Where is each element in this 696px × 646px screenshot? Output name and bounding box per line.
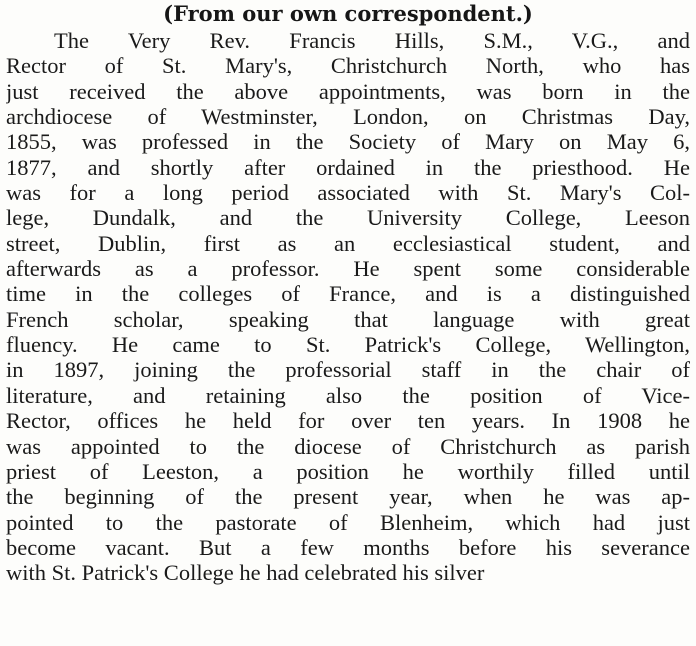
article-line: afterwards as a professor. He spent some considerable: [6, 256, 690, 282]
article-line: the beginning of the present year, when he was ap-: [6, 484, 690, 510]
article-line: archdiocese of Westminster, London, on Christmas Day,: [6, 104, 690, 130]
article-line: just received the above appointments, was born in the: [6, 78, 690, 104]
article-line: street, Dublin, first as an ecclesiastical student, and: [6, 230, 690, 256]
article-line: Rector, offices he held for over ten years. In 1908 he: [6, 408, 690, 434]
article-line: was for a long period associated with St. Mary's Col-: [6, 180, 690, 206]
article-line: pointed to the pastorate of Blenheim, which had just: [6, 509, 690, 535]
article-line: 1877, and shortly after ordained in the priesthood. He: [6, 154, 690, 180]
article-line: with St. Patrick's College he had celebrated his silver: [6, 560, 485, 586]
article-line: Rector of St. Mary's, Christchurch North, who has: [6, 53, 690, 79]
article-line: 1855, was professed in the Society of Mary on May 6,: [6, 129, 690, 155]
article-line: time in the colleges of France, and is a distinguished: [6, 281, 690, 307]
article-line: literature, and retaining also the position of Vice-: [6, 382, 690, 408]
article-line: lege, Dundalk, and the University College, Leeson: [6, 205, 690, 231]
article-line: The Very Rev. Francis Hills, S.M., V.G., and: [54, 28, 690, 53]
article-line: in 1897, joining the professorial staff in the chair of: [6, 357, 690, 383]
correspondent-heading: (From our own correspondent.): [163, 1, 533, 26]
article-line: fluency. He came to St. Patrick's College, Wellington,: [6, 332, 690, 358]
article-body: [6, 28, 690, 586]
article-line: was appointed to the diocese of Christchurch as parish: [6, 433, 690, 459]
article-line: French scholar, speaking that language with great: [6, 306, 690, 332]
article-line: become vacant. But a few months before his severance: [6, 534, 690, 560]
article-line: priest of Leeston, a position he worthily filled until: [6, 458, 690, 484]
